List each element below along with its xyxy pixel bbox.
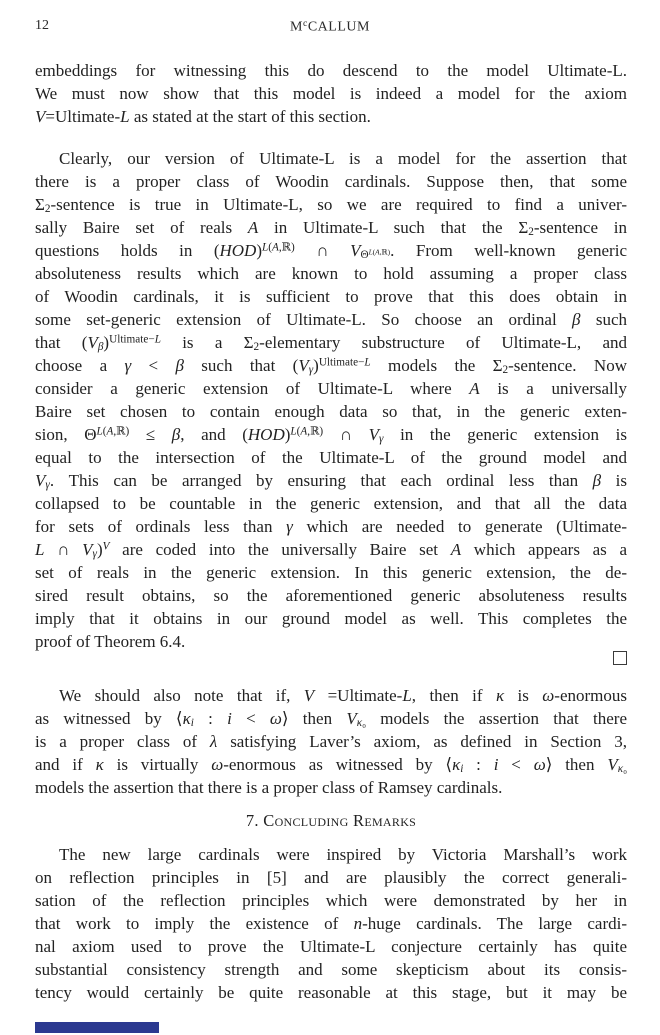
text-line: We should also note that if, V =Ultimate-L, then if κ is ω-enormous xyxy=(59,686,627,705)
text-line: $\Sigma_2$-sentence is true in Ultimate-L, so we are required to find a univer- xyxy=(35,195,627,216)
text-line: models the assertion that there is a proper class of Ramsey cardinals. xyxy=(35,778,503,797)
bottom-blue-bar xyxy=(35,1022,159,1033)
paragraph-1 xyxy=(35,59,627,128)
text-line: that $(V_\beta)^{Ultimate-L}$ is a $\Sigma_2$-elementary substructure of Ultimate-L, and xyxy=(35,333,628,354)
section-heading: 7. Concluding Remarks xyxy=(245,811,417,830)
paragraph-2 xyxy=(35,147,627,653)
text-line: imply that it obtains in our ground model as well. This completes the xyxy=(35,609,627,628)
text-line: some set-generic extension of Ultimate-L. So choose an ordinal β such xyxy=(35,310,627,329)
text-line: We must now show that this model is indeed a model for the axiom xyxy=(35,84,627,103)
text-line: and if κ is virtually ω-enormous as witnessed by $⟨\kappa_i$ : i < ω⟩ then $V_{\kappa_0}$ xyxy=(35,755,628,776)
text-line: V=Ultimate-L as stated at the start of this section. xyxy=(35,107,371,126)
text-line: embeddings for witnessing this do descend to the model Ultimate-L. xyxy=(35,61,627,80)
text-line: sation of the reflection principles which were demonstrated by her in xyxy=(35,891,627,910)
qed-box-icon xyxy=(613,651,627,665)
text-line: that work to imply the existence of n-huge cardinals. The large cardi- xyxy=(35,914,628,933)
text-line: The new large cardinals were inspired by Victoria Marshall’s work xyxy=(59,845,627,864)
text-line: there is a proper class of Woodin cardinals. Suppose then, that some xyxy=(35,172,627,191)
text-line: $V_\gamma$. This can be arranged by ensuring that each ordinal less than β is xyxy=(35,471,627,492)
paragraph-3 xyxy=(35,684,627,799)
text-line: nal axiom used to prove the Ultimate-L conjecture certainly has quite xyxy=(35,937,627,956)
text-line: for sets of ordinals less than γ which are needed to generate (Ultimate- xyxy=(35,517,627,536)
running-head xyxy=(0,18,660,38)
text-line: as witnessed by $⟨\kappa_i$ : i < ω⟩ then $V_{\kappa_0}$ models the assertion that there xyxy=(35,709,627,730)
text-line: choose a γ < β such that $(V_\gamma)^{Ultimate-L}$ models the $\Sigma_2$-sentence. Now xyxy=(35,356,627,377)
text-line: set of reals in the generic extension. In this generic extension, the de- xyxy=(35,563,627,582)
paragraph-4 xyxy=(35,843,627,1004)
text-line: absoluteness results which are known to hold assuming a proper class xyxy=(35,264,627,283)
text-line: L ∩ $V_\gamma)^V$ are coded into the universally Baire set A which appears as a xyxy=(35,540,628,561)
text-line: equal to the intersection of the Ultimate-L of the ground model and xyxy=(35,448,627,467)
text-line: sion, $\Theta^{L(A,ℝ)} \le \beta$, and (HOD)$^{L(A,ℝ)}$ ∩ $V_\gamma$ in the generic extension is xyxy=(35,425,627,446)
text-line: sally Baire set of reals A in Ultimate-L such that the $\Sigma_2$-sentence in xyxy=(35,218,628,239)
text-line: Clearly, our version of Ultimate-L is a model for the assertion that xyxy=(59,149,627,168)
text-line: consider a generic extension of Ultimate-L where A is a universally xyxy=(35,379,627,398)
text-line: proof of Theorem 6.4. xyxy=(35,632,186,651)
running-head-post: CALLUM xyxy=(307,19,370,35)
running-head-pre: M xyxy=(290,19,303,35)
text-line: questions holds in (HOD)$^{L(A,ℝ)}$ ∩ $V_{\Theta^{L(A,ℝ)}}$. From well-known generic xyxy=(35,241,627,262)
running-head-title xyxy=(0,18,660,35)
qed-line xyxy=(35,649,627,672)
text-line: of Woodin cardinals, it is sufficient to prove that this does obtain in xyxy=(35,287,627,306)
text-line: sired result obtains, so the aforementioned generic absoluteness results xyxy=(35,586,627,605)
text-line: is a proper class of λ satisfying Laver’s axiom, as defined in Section 3, xyxy=(35,732,627,751)
running-head-sup: c xyxy=(302,18,308,29)
text-line: tency would certainly be quite reasonable at this stage, but it may be xyxy=(35,983,627,1002)
text-line: collapsed to be countable in the generic extension, and that all the data xyxy=(35,494,627,513)
text-line: Baire set chosen to contain enough data so that, in the generic exten- xyxy=(35,402,627,421)
text-line: substantial consistency strength and some skepticism about its consis- xyxy=(35,960,627,979)
page-number: 12 xyxy=(35,18,49,33)
text-line: on reflection principles in [5] and are plausibly the correct generali- xyxy=(35,868,627,887)
